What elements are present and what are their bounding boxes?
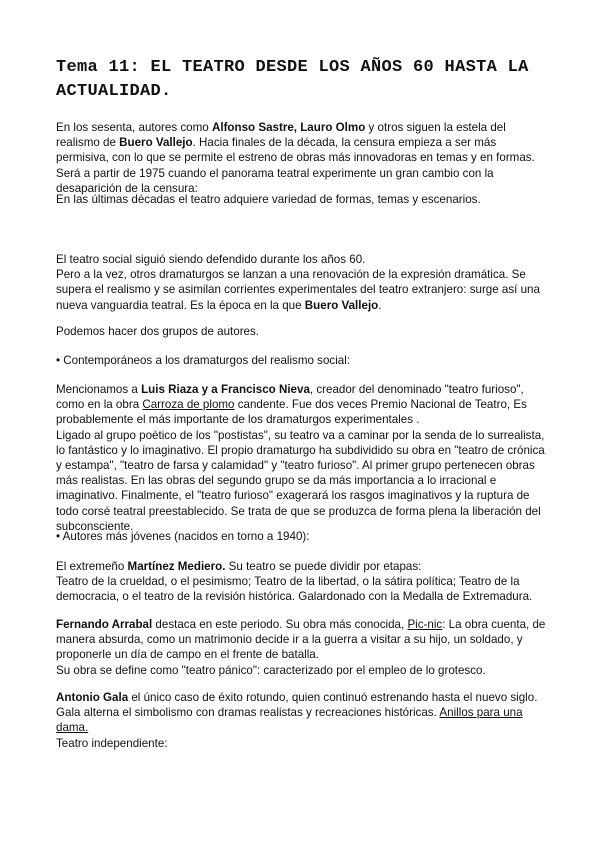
work-title: Carroza de plomo — [142, 398, 235, 412]
author-names: Luis Riaza y a Francisco Nieva — [141, 383, 310, 396]
paragraph-riaza-nieva: Mencionamos a Luis Riaza y a Francisco Nieva, creador del denominado "teatro furioso", como en la obra Carroza de plomo candente. Fue dos veces Premio Nacional de Teatro, Es probablemente el más importante de los dramaturgos experimentales . Ligado al grupo poético de los "postistas", su teatro va a caminar por la senda de lo surrealista, lo fantástico y lo imaginativo. El propio dramaturgo ha subdividido su obra en "teatro de crónica y estampa", "teatro de farsa y calamidad" y "teatro furioso". Al primer grupo pertenecen obras más realistas. En las obras del segundo grupo se da más importancia a lo irracional e imaginativo. Finalmente, el "teatro furioso" exagerará los rasgos imaginativos y la ruptura de todo corsé teatral preestablecido. Se trata de que se produzca de forma plena la liberación del subconsciente. — [56, 383, 545, 533]
bullet-contemporaries: • Contemporáneos a los dramaturgos del realismo social: — [56, 354, 351, 367]
paragraph-intro-sixties: En los sesenta, autores como Alfonso Sastre, Lauro Olmo y otros siguen la estela del realismo de Buero Vallejo. Hacia finales de la década, la censura empieza a ser más permisiva, con lo que se permite el estreno de obras más innovadoras en temas y en formas. Será a partir de 1975 cuando el panorama teatral experimente un gran cambio con la desaparición de la censura: — [56, 121, 535, 195]
work-title: Anillos para una dama. — [56, 706, 523, 735]
author-name: Antonio Gala — [56, 691, 129, 704]
paragraph-antonio-gala: Antonio Gala el único caso de éxito rotundo, quien continuó estrenando hasta el nuevo siglo. Gala alterna el simbolismo con dramas realistas y recreaciones históricas. Anillos para una dama. — [56, 691, 538, 735]
bullet-younger-authors: • Autores más jóvenes (nacidos en torno a 1940): — [56, 530, 310, 543]
paragraph-martinez-mediero: El extremeño Martínez Mediero. Su teatro se puede dividir por etapas: Teatro de la crueldad, o el pesimismo; Teatro de la libertad, o la sátira política; Teatro de la democracia, o el teatro de la revisión histórica. Galardonado con la Medalla de Extremadura. — [56, 560, 533, 604]
author-name: Buero Vallejo — [304, 298, 379, 312]
author-name: Buero Vallejo — [119, 136, 193, 150]
paragraph-author-groups: Podemos hacer dos grupos de autores. — [56, 325, 260, 338]
paragraph-fernando-arrabal: Fernando Arrabal destaca en este periodo. Su obra más conocida, Pic-nic: La obra cuenta, de manera absurda, como un matrimonio decide ir a la guerra a visitar a su hijo, un soldado, y proponerle un día de campo en el frente de batalla. Su obra se define como "teatro pánico": caracterizado por el empleo de lo grotesco. — [56, 618, 546, 677]
page-title: Tema 11: EL TEATRO DESDE LOS AÑOS 60 HASTA LA ACTUALIDAD. — [56, 58, 529, 101]
paragraph-social-theatre: El teatro social siguió siendo defendido durante los años 60. Pero a la vez, otros dramaturgos se lanzan a una renovación de la expresión dramática. Se supera el realismo y se asimilan corrientes experimentales del teatro extranjero: surge así una nueva vanguardia teatral. Es la época en la que Buero Vallejo. — [56, 253, 540, 312]
paragraph-independent-theatre: Teatro independiente: — [56, 737, 168, 750]
paragraph-recent-decades: En las últimas décadas el teatro adquiere variedad de formas, temas y escenarios. — [56, 193, 481, 206]
work-title: Pic-nic — [407, 618, 443, 631]
author-name: Martínez Mediero. — [127, 560, 226, 573]
author-name: Fernando Arrabal — [56, 618, 153, 631]
author-names: Alfonso Sastre, Lauro Olmo — [211, 121, 366, 134]
